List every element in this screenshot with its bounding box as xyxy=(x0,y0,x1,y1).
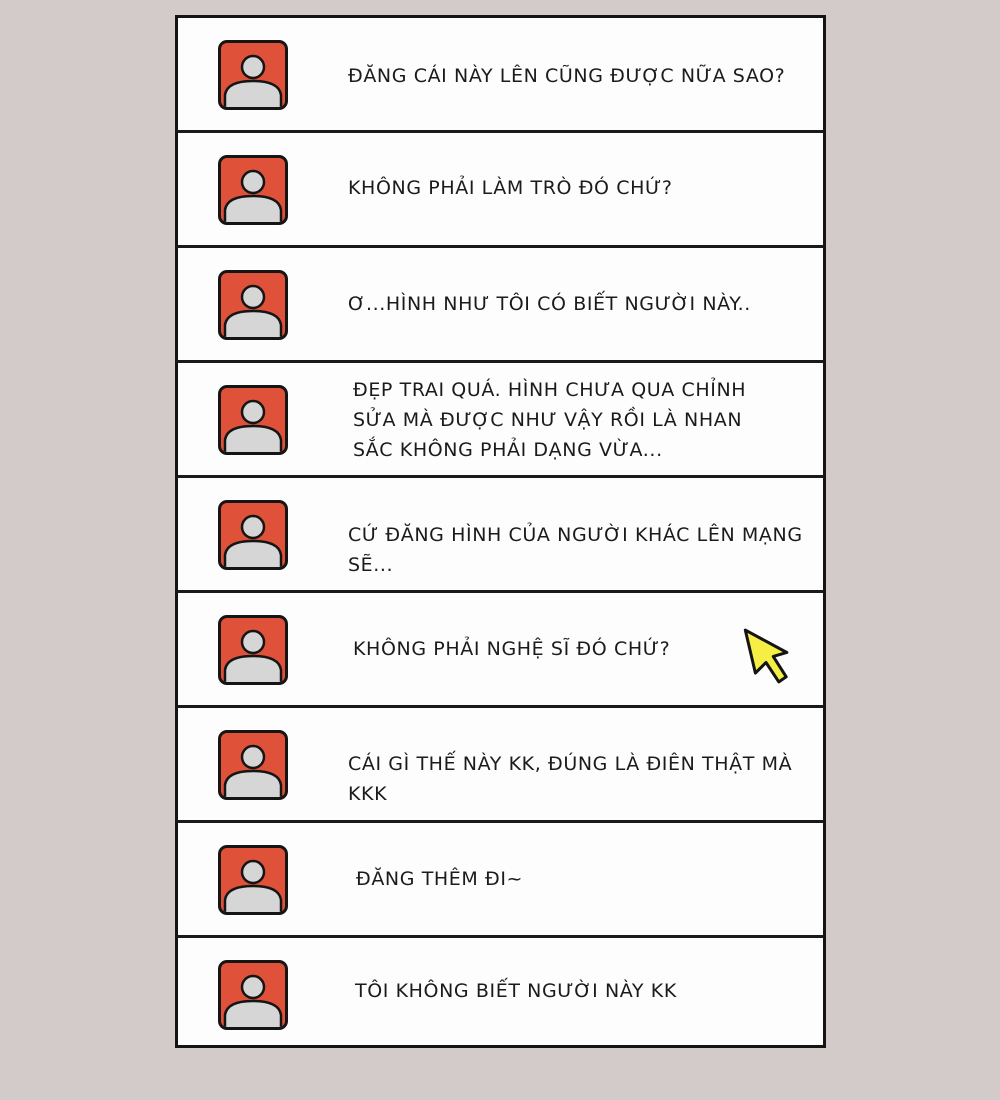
default-user-avatar-icon[interactable] xyxy=(218,40,288,110)
comment-text: ĐẸP TRAI QUÁ. HÌNH CHƯA QUA CHỈNH SỬA MÀ ĐƯỢC NHƯ VẬY RỒI LÀ NHAN SẮC KHÔNG PHẢI DẠNG VỪA... xyxy=(353,379,747,461)
comment-text: TÔI KHÔNG BIẾT NGƯỜI NÀY KK xyxy=(355,980,677,1002)
comment-text: ĐĂNG THÊM ĐI~ xyxy=(356,868,524,890)
comment-row[interactable] xyxy=(178,18,823,130)
comment-row[interactable] xyxy=(178,938,823,1050)
default-user-avatar-icon[interactable] xyxy=(218,960,288,1030)
comment-text: CỨ ĐĂNG HÌNH CỦA NGƯỜI KHÁC LÊN MẠNG SẼ... xyxy=(348,524,803,576)
comment-text: CÁI GÌ THẾ NÀY KK, ĐÚNG LÀ ĐIÊN THẬT MÀ KKK xyxy=(348,753,793,805)
comment-row[interactable] xyxy=(178,133,823,245)
comment-row[interactable] xyxy=(178,478,823,590)
default-user-avatar-icon[interactable] xyxy=(218,845,288,915)
default-user-avatar-icon[interactable] xyxy=(218,270,288,340)
default-user-avatar-icon[interactable] xyxy=(218,615,288,685)
comment-row[interactable] xyxy=(178,593,823,705)
comment-text: KHÔNG PHẢI LÀM TRÒ ĐÓ CHỨ? xyxy=(348,177,673,199)
comment-list-panel xyxy=(175,15,826,1048)
comment-text: KHÔNG PHẢI NGHỆ SĨ ĐÓ CHỨ? xyxy=(353,638,671,660)
mouse-pointer-icon xyxy=(743,623,795,687)
default-user-avatar-icon[interactable] xyxy=(218,500,288,570)
default-user-avatar-icon[interactable] xyxy=(218,730,288,800)
comment-row[interactable] xyxy=(178,708,823,820)
default-user-avatar-icon[interactable] xyxy=(218,155,288,225)
comment-row[interactable] xyxy=(178,248,823,360)
default-user-avatar-icon[interactable] xyxy=(218,385,288,455)
comment-row[interactable] xyxy=(178,363,823,475)
comment-text: ĐĂNG CÁI NÀY LÊN CŨNG ĐƯỢC NỮA SAO? xyxy=(348,65,786,87)
comment-row[interactable] xyxy=(178,823,823,935)
comment-text: Ơ...HÌNH NHƯ TÔI CÓ BIẾT NGƯỜI NÀY.. xyxy=(348,293,751,315)
